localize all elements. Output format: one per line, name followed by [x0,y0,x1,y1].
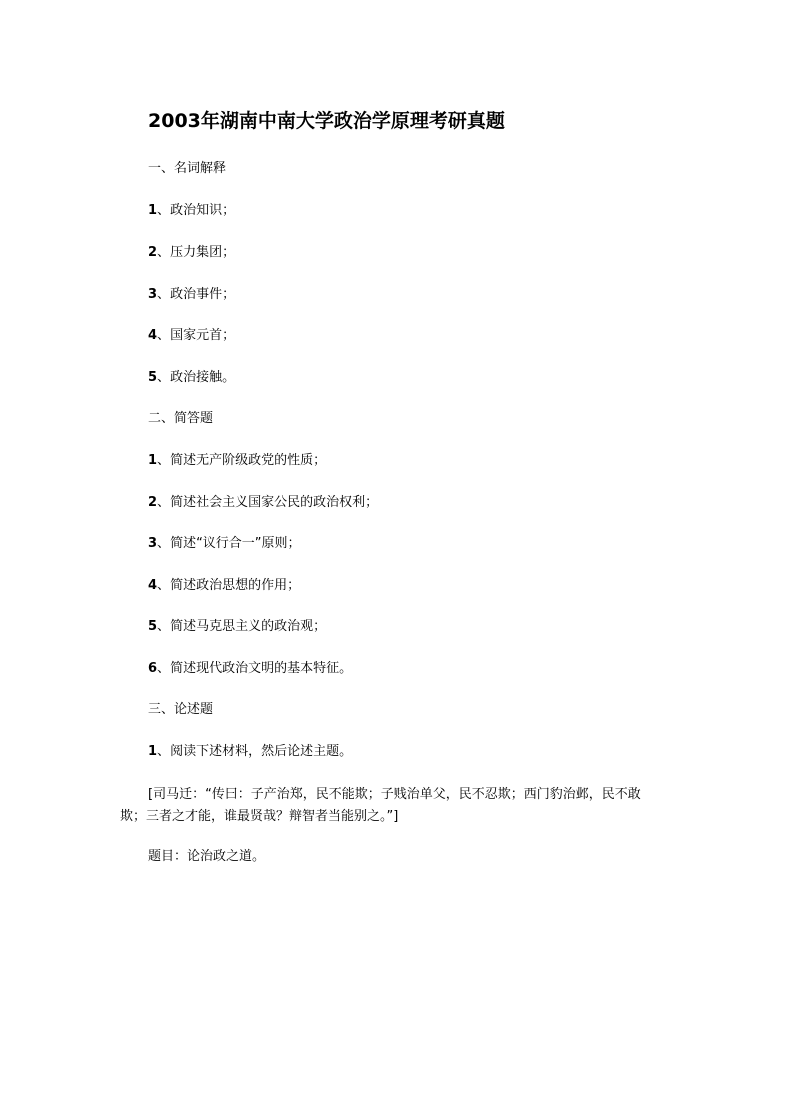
item-separator: 、 [157,578,171,593]
item-separator: 、 [157,536,171,551]
list-item [148,327,235,345]
item-separator: 、 [157,453,171,468]
item-separator: 、 [157,245,171,260]
item-number: 4 [148,328,158,343]
document-title: 2003年湖南中南大学政治学原理考研真题 [148,110,505,132]
item-text: 简述“议行合一”原则； [170,536,301,551]
item-text: 简述马克思主义的政治观； [170,619,327,634]
list-item [148,618,326,636]
list-item [148,244,235,262]
item-separator: 、 [157,744,171,759]
item-number: 3 [148,536,158,551]
item-separator: 、 [157,661,171,676]
item-number: 4 [148,578,158,593]
list-item [148,202,235,220]
list-item [148,494,378,512]
list-item [148,743,352,761]
list-item [148,535,301,553]
item-text: 压力集团； [170,245,236,260]
item-number: 3 [148,287,158,302]
item-text: 国家元首； [170,328,236,343]
item-number: 2 [148,245,158,260]
item-text: 政治接触。 [170,370,236,385]
item-number: 1 [148,453,158,468]
item-number: 6 [148,661,158,676]
quoted-material: [司马迁：“传曰：子产治郑，民不能欺；子贱治单父，民不忍欺；西门豹治邺，民不敢欺；三者之才能，谁最贤哉？辩智者当能别之。”] [120,787,641,824]
item-separator: 、 [157,370,171,385]
item-text: 简述无产阶级政党的性质； [170,453,327,468]
list-item [148,286,235,304]
item-separator: 、 [157,619,171,634]
essay-topic: 题目：论治政之道。 [148,849,266,864]
section-heading-terms: 一、名词解释 [148,161,227,176]
list-item [148,452,326,470]
item-number: 5 [148,370,158,385]
item-number: 2 [148,495,158,510]
item-text: 阅读下述材料，然后论述主题。 [170,744,353,759]
item-text: 政治知识； [170,203,236,218]
item-separator: 、 [157,287,171,302]
item-separator: 、 [157,328,171,343]
item-text: 简述现代政治文明的基本特征。 [170,661,353,676]
item-number: 5 [148,619,158,634]
item-separator: 、 [157,203,171,218]
section-heading-essay: 三、论述题 [148,702,214,717]
item-number: 1 [148,744,158,759]
list-item [148,577,300,595]
section-heading-short-answer: 二、简答题 [148,411,214,426]
item-text: 政治事件； [170,287,236,302]
item-text: 简述政治思想的作用； [170,578,301,593]
item-number: 1 [148,203,158,218]
list-item [148,660,352,678]
list-item [148,369,235,387]
item-text: 简述社会主义国家公民的政治权利； [170,495,379,510]
item-separator: 、 [157,495,171,510]
